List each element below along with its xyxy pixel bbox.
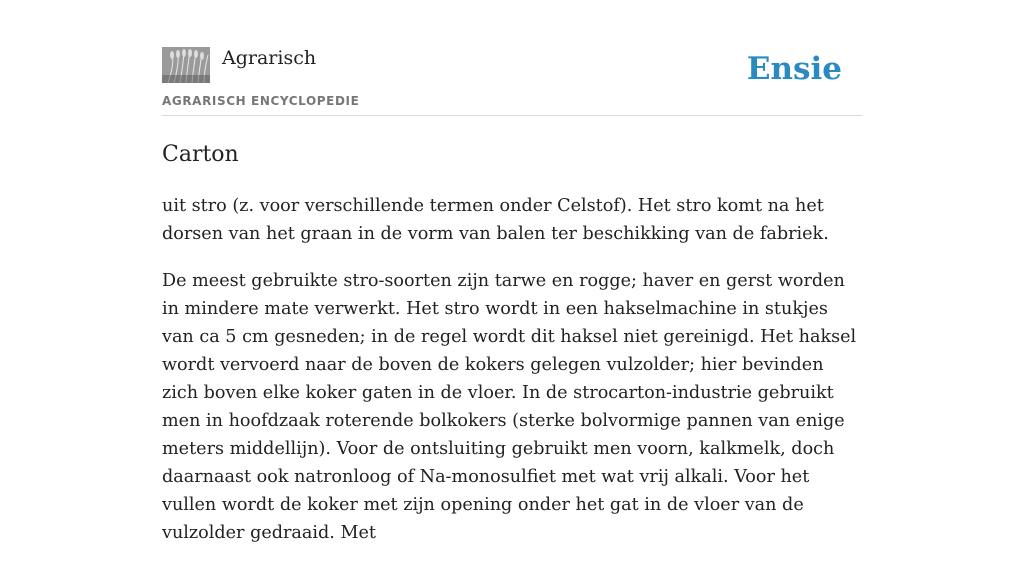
article-title: Carton [162, 142, 239, 167]
article-paragraph: De meest gebruikte stro-soorten zijn tarwe en rogge; haver en gerst worden in mindere mate verwerkt. Het stro wordt in een hakselmachine in stukjes van ca 5 cm gesneden; in de regel wordt dit haksel niet gereinigd. Het haksel wordt vervoerd naar de boven de kokers gelegen vulzolder; hier bevinden zich boven elke koker gaten in de vloer. In de strocarton-industrie gebruikt men in hoofdzaak roterende bolkokers (sterke bolvormige pannen van enige meters middellijn). Voor de ontsluiting gebruikt men voorn, kalkmelk, doch daarnaast ook natronloog of Na-monosulfiet met wat vrij alkali. Voor het vullen wordt de koker met zijn opening onder het gat in de vloer van de vulzolder gedraaid. Met [162, 271, 857, 543]
site-subtitle: AGRARISCH ENCYCLOPEDIE [162, 94, 360, 108]
site-header [162, 0, 862, 116]
wheat-ears-logo-icon[interactable] [162, 47, 210, 83]
article-paragraph: uit stro (z. voor verschillende termen onder Celstof). Het stro komt na het dorsen van het graan in de vorm van balen ter beschikking van de fabriek. [162, 196, 829, 244]
site-name[interactable]: Agrarisch [222, 47, 317, 69]
article-body [162, 192, 862, 566]
brand-logo[interactable]: Ensie [746, 51, 842, 87]
page [162, 0, 862, 543]
